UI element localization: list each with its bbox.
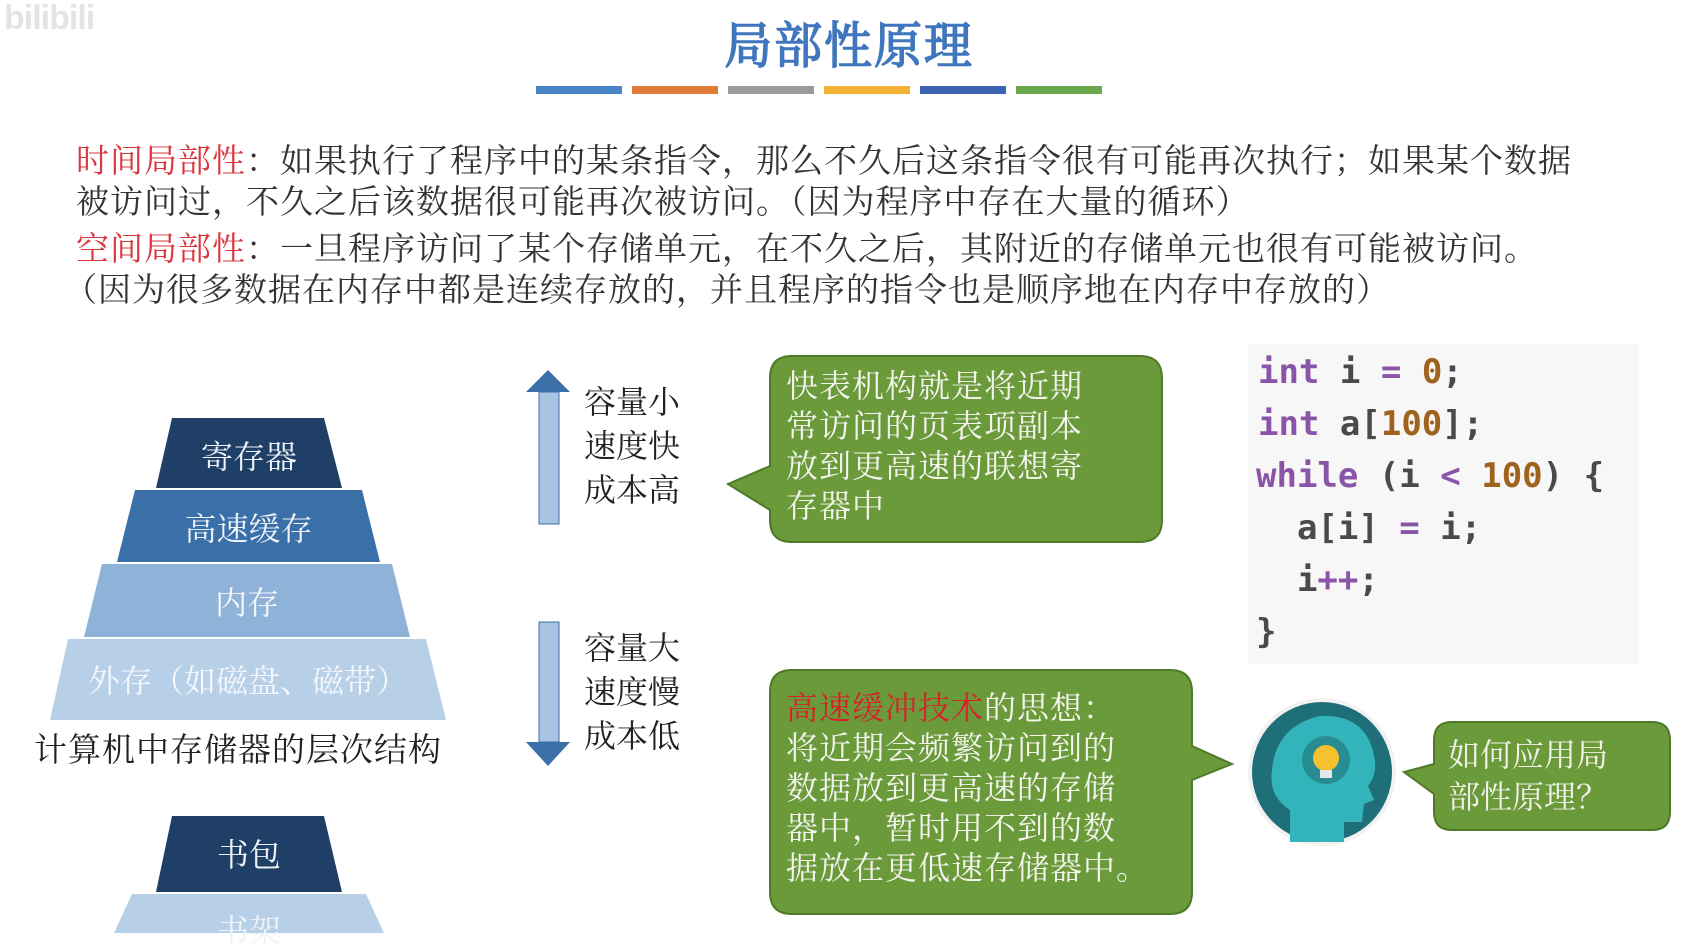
pyramid-level-cache: 高速缓存 [184,510,313,548]
arrow-down-label [584,626,680,758]
arrow-down-line-1: 容量大 [584,629,681,667]
pyramid-level-memory: 内存 [214,584,279,622]
code-line-2: int a[100]; [1258,404,1484,444]
question-text [1448,734,1608,818]
arrow-down-line-3: 成本低 [584,717,681,755]
question-line-1: 如何应用局 [1448,736,1609,774]
code-line-3: while (i < 100) { [1256,456,1605,496]
arrow-down-head [526,742,570,766]
page-title: 局部性原理 [724,16,974,75]
spatial-locality-text-1: ：一旦程序访问了某个存储单元，在不久之后，其附近的存储单元也很有可能被访问。 [246,229,1538,268]
code-snippet [1248,344,1638,664]
arrow-up-shaft [539,392,559,524]
code-line-1: int i = 0; [1258,352,1463,392]
arrow-down-shaft [539,622,559,742]
pyramid-level-registers: 寄存器 [200,438,297,476]
pyramid-level-disk: 外存（如磁盘、磁带） [87,662,408,700]
spatial-locality-label: 空间局部性 [76,229,246,268]
bubble-tlb-line-1: 快表机构就是将近期 [786,367,1084,405]
arrow-up-label [584,380,680,512]
arrow-up-line-2: 速度快 [584,427,681,465]
temporal-locality-label: 时间局部性 [76,141,246,180]
bubble-tlb-line-4: 存器中 [786,487,886,525]
spatial-locality-text-2: （因为很多数据在内存中都是连续存放的，并且程序的指令也是顺序地在内存中存放的） [64,270,1390,309]
bubble-cache-line-2: 将近期会频繁访问到的 [786,729,1117,767]
pyramid2-level-shelf: 书架 [216,912,281,950]
lightbulb-icon-base [1320,770,1332,778]
temporal-locality-text-2: 被访问过，不久之后该数据很可能再次被访问。（因为程序中存在大量的循环） [76,182,1250,221]
lightbulb-icon [1313,745,1339,771]
bubble-cache-line-4: 器中，暂时用不到的数 [786,809,1117,847]
question-line-2: 部性原理？ [1448,778,1609,816]
code-line-5: i++; [1256,560,1379,600]
temporal-locality-text-1: ：如果执行了程序中的某条指令，那么不久后这条指令很有可能再次执行；如果某个数据 [246,141,1572,180]
bubble-cache-line-3: 数据放到更高速的存储 [786,769,1117,807]
arrow-up-line-1: 容量小 [584,383,681,421]
arrow-up-head [526,370,570,392]
bubble-tlb-line-2: 常访问的页表项副本 [786,407,1084,445]
pyramid2-level-bag: 书包 [216,836,281,874]
arrow-up-line-3: 成本高 [584,471,681,509]
bubble-tlb-text [786,366,1083,526]
bubble-cache-line-1-rest: 的思想： [984,689,1117,727]
bubble-cache-highlight: 高速缓冲技术 [786,689,985,727]
bubble-tlb-line-3: 放到更高速的联想寄 [786,447,1084,485]
code-line-4: a[i] = i; [1256,508,1482,548]
bubble-cache-line-5: 据放在更低速存储器中。 [786,849,1150,887]
code-line-6: } [1256,612,1277,652]
arrow-down-line-2: 速度慢 [584,673,681,711]
bubble-cache-text [786,688,1149,888]
pyramid-caption: 计算机中存储器的层次结构 [34,730,442,769]
watermark-logo: bilibili [4,0,95,37]
